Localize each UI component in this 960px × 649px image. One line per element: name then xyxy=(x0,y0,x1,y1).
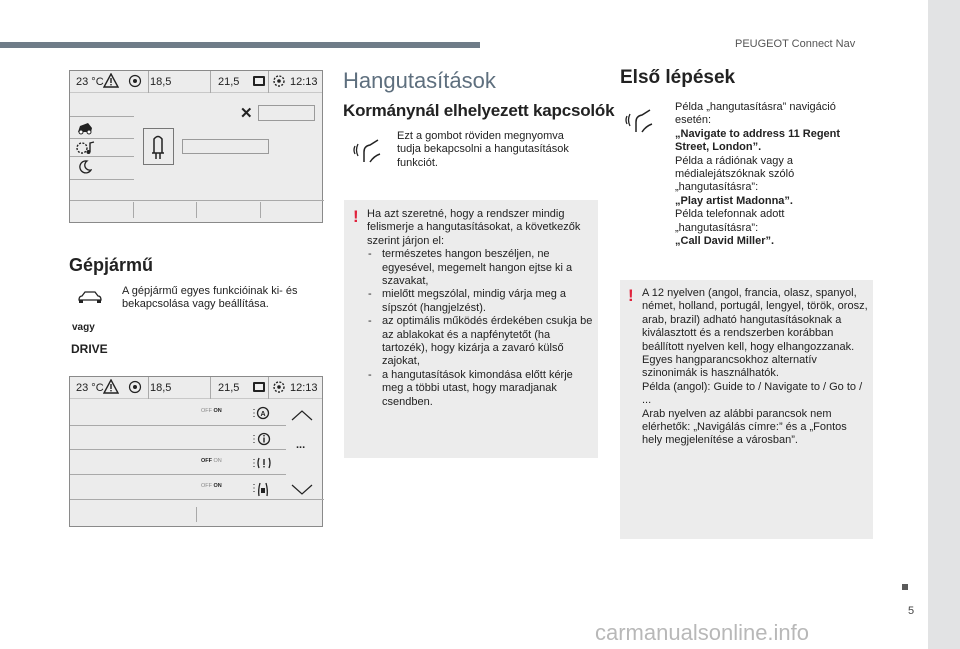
status-divider xyxy=(268,71,269,93)
phone-icon xyxy=(252,380,266,397)
clock-time: 12:13 xyxy=(290,76,318,88)
side-margin-bar xyxy=(928,0,960,649)
languages-note-content xyxy=(642,287,870,448)
bottom-separator xyxy=(196,202,197,218)
phone-icon xyxy=(252,74,266,91)
car-tilt-icon[interactable] xyxy=(76,121,94,140)
watermark: carmanualsonline.info xyxy=(595,620,810,645)
note-paragraph: Példa (angol): Guide to / Navigate to / Go to / ... xyxy=(642,380,863,407)
note-paragraph: A 12 nyelven (angol, francia, olasz, spanyol, német, holland, portugál, lengyel, török, orosz, arab, brazil) adható hangutasításoknak a kiválasztott és a rendszerben korábban beállított nyelven kell, hogy elhangozzanak. xyxy=(642,287,868,353)
warning-icon xyxy=(103,73,119,91)
left-value: 18,5 xyxy=(150,76,172,88)
status-divider xyxy=(268,377,269,399)
bottom-separator xyxy=(260,202,261,218)
toggle-switch[interactable]: OFF ON xyxy=(201,458,222,464)
header-bar xyxy=(0,42,480,48)
section-title-voice: Hangutasítások xyxy=(343,68,496,93)
page-marker xyxy=(902,584,908,590)
voice-command-icon xyxy=(352,136,382,169)
voice-tips-lead: Ha azt szeretné, hogy a rendszer mindig felismerje a hangutasításokat, a következők szerint járjon el: xyxy=(367,208,581,247)
left-value: 18,5 xyxy=(150,382,172,394)
options-dots-icon[interactable]: ⋮ xyxy=(249,458,259,469)
row-divider xyxy=(70,425,286,426)
gear-music-icon[interactable] xyxy=(76,141,96,160)
example-text: Példa a rádiónak vagy a médialejátszóknak szóló „hangutasításra”: xyxy=(675,154,795,194)
settings-icon xyxy=(272,380,286,397)
section-title-vehicle: Gépjármű xyxy=(69,255,154,275)
seat-tile[interactable] xyxy=(143,128,174,165)
lane-departure-icon xyxy=(256,481,270,502)
toggle-switch[interactable]: OFF ON xyxy=(201,408,222,414)
example-text: Példa telefonnak adott „hangutasításra”: xyxy=(675,208,785,234)
options-dots-icon[interactable]: ⋮ xyxy=(249,408,259,419)
note-paragraph: Arab nyelven az alábbi parancsok nem elérhetők: „Navigálás címre:” és a „Fontos hely megjelenítése a városban”. xyxy=(642,407,847,447)
status-bar xyxy=(70,71,322,93)
header-slot xyxy=(258,105,315,121)
page-number: 5 xyxy=(908,605,915,617)
row-divider xyxy=(70,449,286,450)
list-item: - az optimális működés érdekében csukja be az ablakokat és a napfénytetőt (ha tartozék), hogy kizárja a zavaró külső zajokat, xyxy=(367,315,595,369)
list-item: - mielőtt megszólal, mindig várja meg a sípszót (hangjelzést). xyxy=(367,288,595,315)
info-icon xyxy=(257,432,271,451)
chevron-up-icon[interactable] xyxy=(291,408,313,426)
subsection-steering-controls: Kormánynál elhelyezett kapcsolók xyxy=(343,101,615,120)
voice-command-icon xyxy=(624,106,654,139)
warning-mark-icon: ! xyxy=(628,286,634,305)
toggle-switch[interactable]: OFF ON xyxy=(201,483,222,489)
right-value: 21,5 xyxy=(218,76,240,88)
vehicle-description: A gépjármű egyes funkcióinak ki- és bekapcsolása vagy beállítása. xyxy=(122,285,298,311)
first-steps-examples xyxy=(675,101,867,248)
alert-icon xyxy=(256,456,272,475)
options-dots-icon[interactable]: ⋮ xyxy=(249,483,259,494)
example-text: Példa „hangutasításra” navigáció esetén: xyxy=(675,101,836,127)
warning-mark-icon: ! xyxy=(353,207,359,226)
or-label: vagy xyxy=(72,322,95,333)
menu-divider xyxy=(70,116,134,117)
example-command: „Play artist Madonna”. xyxy=(675,194,793,207)
temperature-readout: 23 °C xyxy=(76,382,104,394)
status-divider xyxy=(210,71,211,93)
status-divider xyxy=(148,71,149,93)
car-icon xyxy=(77,289,103,310)
clock-time: 12:13 xyxy=(290,382,318,394)
bottom-separator xyxy=(196,507,197,522)
manual-title: PEUGEOT Connect Nav xyxy=(735,38,856,50)
example-command: „Call David Miller”. xyxy=(675,235,775,248)
header-slot xyxy=(182,139,269,154)
status-divider xyxy=(210,377,211,399)
list-item: - természetes hangon beszéljen, ne egyesével, megemelt hangon ejtse ki a szavakat, xyxy=(367,248,595,288)
row-divider xyxy=(70,474,286,475)
note-paragraph: Egyes hangparancsokhoz alternatív szinonimák is használhatók. xyxy=(642,354,817,380)
status-bar xyxy=(70,377,322,399)
voice-intro: Ezt a gombot röviden megnyomva tudja bekapcsolni a hangutasítások funkciót. xyxy=(397,130,569,169)
voice-tips-content xyxy=(367,208,595,409)
lane-assist-icon xyxy=(256,406,270,427)
settings-icon xyxy=(272,74,286,91)
moon-icon[interactable] xyxy=(78,160,92,179)
driving-functions-screen xyxy=(69,376,323,527)
list-item: - a hangutasítások kimondása előtt kérje meg a többi utast, hogy maradjanak csendben. xyxy=(367,369,595,409)
svg-text:A: A xyxy=(260,411,266,418)
navigation-icon xyxy=(128,380,142,397)
bottom-bar-divider xyxy=(70,499,324,500)
bottom-bar-divider xyxy=(70,200,324,201)
close-icon[interactable]: ✕ xyxy=(240,105,253,122)
chevron-down-icon[interactable] xyxy=(291,483,313,501)
voice-tips-list xyxy=(367,248,595,409)
bottom-separator xyxy=(133,202,134,218)
menu-divider xyxy=(70,179,134,180)
section-title-first-steps: Első lépések xyxy=(620,67,736,88)
drive-label: DRIVE xyxy=(71,342,108,356)
example-command: „Navigate to address 11 Regent Street, London”. xyxy=(675,127,841,154)
navigation-icon xyxy=(128,74,142,91)
options-dots-icon[interactable]: ⋮ xyxy=(249,434,259,445)
right-value: 21,5 xyxy=(218,382,240,394)
status-divider xyxy=(148,377,149,399)
more-label[interactable]: ... xyxy=(296,439,306,451)
warning-icon xyxy=(103,379,119,397)
vehicle-settings-screen xyxy=(69,70,323,223)
temperature-readout: 23 °C xyxy=(76,76,104,88)
